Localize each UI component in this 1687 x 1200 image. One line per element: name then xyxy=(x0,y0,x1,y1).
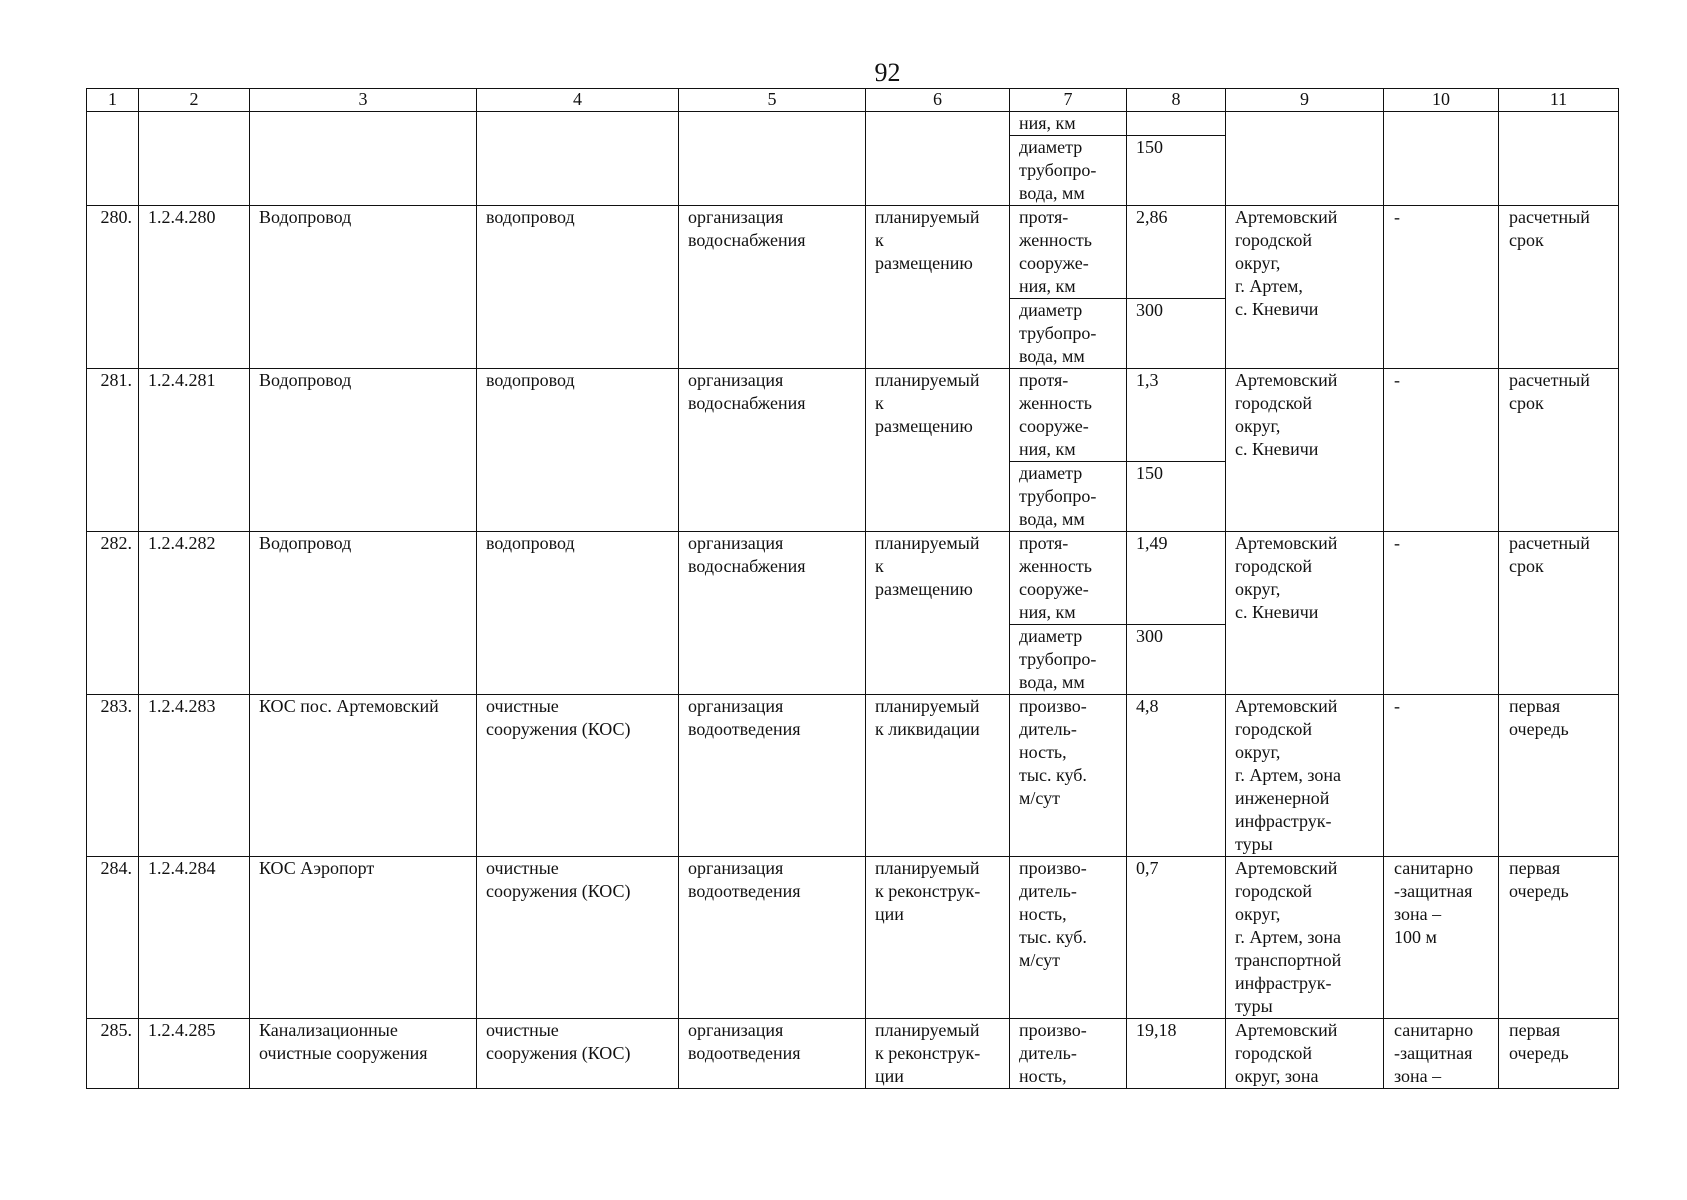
table-row xyxy=(87,695,1619,857)
col-header-1: 1 xyxy=(87,89,139,112)
object-name: Водопровод xyxy=(250,369,477,532)
object-location: Артемовский городской округ, г. Артем, зона инженерной инфраструк- туры xyxy=(1226,695,1384,857)
object-name: КОС пос. Артемовский xyxy=(250,695,477,857)
col-header-4: 4 xyxy=(477,89,679,112)
param-name: ния, км xyxy=(1010,112,1127,136)
object-name: Водопровод xyxy=(250,206,477,369)
page-number: 92 xyxy=(874,58,901,87)
row-code: 1.2.4.285 xyxy=(139,1019,250,1089)
col-header-10: 10 xyxy=(1384,89,1499,112)
table-row xyxy=(87,206,1619,299)
continuation-row xyxy=(87,112,1619,136)
object-type: водопровод xyxy=(477,532,679,695)
object-location: Артемовский городской округ, г. Артем, с. Кневичи xyxy=(1226,206,1384,369)
row-code: 1.2.4.284 xyxy=(139,857,250,1019)
restriction-zone: - xyxy=(1384,369,1499,532)
implementation-term: первая очередь xyxy=(1499,695,1619,857)
object-name: Канализационные очистные сооружения xyxy=(250,1019,477,1089)
param-value: 4,8 xyxy=(1127,695,1226,857)
row-number: 280. xyxy=(87,206,139,369)
param-value: 0,7 xyxy=(1127,857,1226,1019)
object-purpose: организация водоснабжения xyxy=(679,369,866,532)
param-value: 300 xyxy=(1127,625,1226,695)
row-number: 285. xyxy=(87,1019,139,1089)
restriction-zone: санитарно -защитная зона – 100 м xyxy=(1384,857,1499,1019)
object-name: КОС Аэропорт xyxy=(250,857,477,1019)
col-header-3: 3 xyxy=(250,89,477,112)
param-name: диаметр трубопро- вода, мм xyxy=(1010,462,1127,532)
param-value: 1,3 xyxy=(1127,369,1226,462)
table-row xyxy=(87,857,1619,1019)
object-purpose: организация водоотведения xyxy=(679,857,866,1019)
row-number: 283. xyxy=(87,695,139,857)
param-value: 1,49 xyxy=(1127,532,1226,625)
row-code: 1.2.4.280 xyxy=(139,206,250,369)
param-value: 300 xyxy=(1127,299,1226,369)
param-name: произво- дитель- ность, xyxy=(1010,1019,1127,1089)
param-value: 150 xyxy=(1127,136,1226,206)
param-name: произво- дитель- ность, тыс. куб. м/сут xyxy=(1010,857,1127,1019)
column-number-row xyxy=(87,89,1619,112)
object-status: планируемый к размещению xyxy=(866,369,1010,532)
restriction-zone: - xyxy=(1384,206,1499,369)
implementation-term: расчетный срок xyxy=(1499,369,1619,532)
object-type: очистные сооружения (КОС) xyxy=(477,1019,679,1089)
col-header-11: 11 xyxy=(1499,89,1619,112)
row-number: 282. xyxy=(87,532,139,695)
row-code: 1.2.4.281 xyxy=(139,369,250,532)
object-location: Артемовский городской округ, с. Кневичи xyxy=(1226,369,1384,532)
object-type: водопровод xyxy=(477,206,679,369)
implementation-term: расчетный срок xyxy=(1499,532,1619,695)
object-type: водопровод xyxy=(477,369,679,532)
param-value xyxy=(1127,112,1226,136)
restriction-zone: - xyxy=(1384,532,1499,695)
object-status: планируемый к размещению xyxy=(866,532,1010,695)
object-status: планируемый к реконструк- ции xyxy=(866,857,1010,1019)
implementation-term: первая очередь xyxy=(1499,1019,1619,1089)
param-name: диаметр трубопро- вода, мм xyxy=(1010,136,1127,206)
col-header-5: 5 xyxy=(679,89,866,112)
object-purpose: организация водоотведения xyxy=(679,695,866,857)
object-location: Артемовский городской округ, с. Кневичи xyxy=(1226,532,1384,695)
object-purpose: организация водоснабжения xyxy=(679,532,866,695)
param-name: диаметр трубопро- вода, мм xyxy=(1010,299,1127,369)
col-header-8: 8 xyxy=(1127,89,1226,112)
object-type: очистные сооружения (КОС) xyxy=(477,857,679,1019)
restriction-zone: санитарно -защитная зона – xyxy=(1384,1019,1499,1089)
table-row xyxy=(87,369,1619,462)
col-header-9: 9 xyxy=(1226,89,1384,112)
table-row xyxy=(87,1019,1619,1089)
col-header-2: 2 xyxy=(139,89,250,112)
param-value: 2,86 xyxy=(1127,206,1226,299)
param-value: 150 xyxy=(1127,462,1226,532)
param-name: произво- дитель- ность, тыс. куб. м/сут xyxy=(1010,695,1127,857)
implementation-term: расчетный срок xyxy=(1499,206,1619,369)
param-name: протя- женность сооруже- ния, км xyxy=(1010,532,1127,625)
row-code: 1.2.4.283 xyxy=(139,695,250,857)
object-status: планируемый к размещению xyxy=(866,206,1010,369)
row-number: 284. xyxy=(87,857,139,1019)
object-purpose: организация водоотведения xyxy=(679,1019,866,1089)
table-row xyxy=(87,532,1619,625)
object-location: Артемовский городской округ, зона xyxy=(1226,1019,1384,1089)
object-type: очистные сооружения (КОС) xyxy=(477,695,679,857)
param-value: 19,18 xyxy=(1127,1019,1226,1089)
param-name: диаметр трубопро- вода, мм xyxy=(1010,625,1127,695)
col-header-6: 6 xyxy=(866,89,1010,112)
infrastructure-table xyxy=(86,88,1619,1089)
restriction-zone: - xyxy=(1384,695,1499,857)
object-purpose: организация водоснабжения xyxy=(679,206,866,369)
object-location: Артемовский городской округ, г. Артем, зона транспортной инфраструк- туры xyxy=(1226,857,1384,1019)
row-code: 1.2.4.282 xyxy=(139,532,250,695)
object-name: Водопровод xyxy=(250,532,477,695)
param-name: протя- женность сооруже- ния, км xyxy=(1010,206,1127,299)
col-header-7: 7 xyxy=(1010,89,1127,112)
param-name: протя- женность сооруже- ния, км xyxy=(1010,369,1127,462)
implementation-term: первая очередь xyxy=(1499,857,1619,1019)
row-number: 281. xyxy=(87,369,139,532)
object-status: планируемый к ликвидации xyxy=(866,695,1010,857)
object-status: планируемый к реконструк- ции xyxy=(866,1019,1010,1089)
